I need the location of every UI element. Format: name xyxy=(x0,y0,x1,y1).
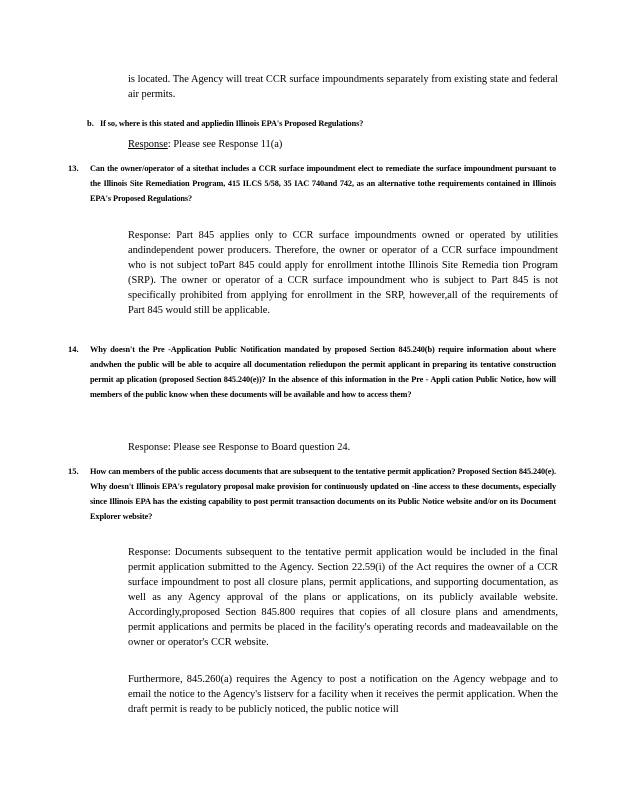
intro-paragraph: is located. The Agency will treat CCR surface impoundments separately from existing state and federal air permits. xyxy=(128,74,558,100)
question-15-response-continued: Furthermore, 845.260(a) requires the Agency to post a notification on the Agency webpage and to email the notice to the Agency's listserv for a facility when it receives the permit application. When the draft permit is ready to be publicly noticed, the public notice will xyxy=(128,674,558,715)
question-12b-text: If so, where is this stated and appliedin Illinois EPA's Proposed Regulations? xyxy=(100,119,364,128)
question-13-number: 13. xyxy=(68,163,79,173)
question-15-text: How can members of the public access documents that are subsequent to the tentative permit application? Proposed Section 845.240(e). Why doesn't Illinois EPA's regulatory proposal make provision for continuously updated on -line access to these documents, especially since Illinois EPA has the existing capability to post permit transaction documents on its Public Notice website and/or on its Document Explorer website? xyxy=(90,467,556,521)
question-12b-response xyxy=(128,137,348,152)
response-text: : Please see Response 11(a) xyxy=(167,139,283,150)
response-label: Response xyxy=(128,139,168,150)
question-15-number: 15. xyxy=(68,466,79,476)
question-12b-label: b. xyxy=(87,118,94,128)
question-15-response: Response: Documents subsequent to the tentative permit application would be included in the final permit application submitted to the Agency. Section 22.59(i) of the Act requires the owner of a CCR surface impoundment to post all closure plans, permit applications, and supporting documentation, as well as any Agency approval of the plans or applications, on its publicly available website. Accordingly,proposed Section 845.800 requires that copies of all closure plans and amendments, permit applications and permits be placed in the facility's operating records and madeavailable on the owner or operator's CCR website. xyxy=(128,547,558,648)
question-14-response: Response: Please see Response to Board question 24. xyxy=(128,442,351,453)
question-13-response: Response: Part 845 applies only to CCR surface impoundments owned or operated by utilities andindependent power producers. Therefore, the owner or operator of a CCR surface impoundment who is not subject toPart 845 could apply for enrollment intothe Illinois Site Remedia tion Program (SRP). The owner or operator of a CCR surface impoundment who is subject to Part 845 is not specifically prohibited from applying for enrollment in the SRP, however,all of the requirements of Part 845 would still be applicable. xyxy=(128,230,558,316)
question-14-text: Why doesn't the Pre -Application Public Notification mandated by proposed Section 845.240(b) require information about where andwhen the public will be able to acquire all documentation reliedupon the permit applicant in preparing its tentative construction permit ap plication (proposed Section 845.240(e))? In the absence of this information in the Pre - Appli cation Public Notice, how will members of the public know when these documents will be available and how to access them? xyxy=(90,345,556,399)
question-14-number: 14. xyxy=(68,344,79,354)
question-13-text: Can the owner/operator of a sitethat includes a CCR surface impoundment elect to remediate the surface impoundment pursuant to the Illinois Site Remediation Program, 415 ILCS 5/58, 35 IAC 740and 742, as an alternative tothe requirements contained in Illinois EPA's Proposed Regulations? xyxy=(90,164,556,203)
